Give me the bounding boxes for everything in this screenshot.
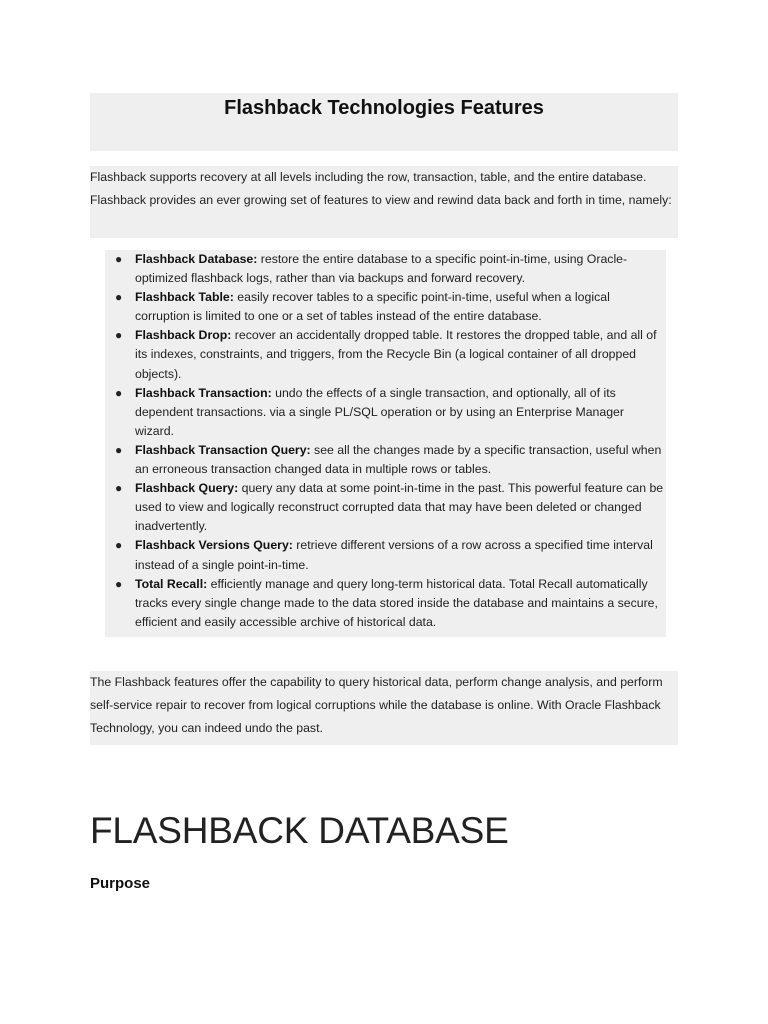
bullet-icon: ● [115,290,123,305]
list-item [105,441,666,479]
bullet-icon: ● [115,481,123,496]
list-item [105,326,666,383]
page-title: Flashback Technologies Features [224,97,544,119]
feature-description: retrieve different versions of a row across a specified time interval instead of a single point-in-time. [135,538,653,572]
feature-name: Total Recall: [135,576,208,591]
subsection-heading: Purpose [90,875,151,892]
bullet-icon: ● [115,328,123,343]
feature-list-box [105,250,666,637]
feature-name: Flashback Query: [135,481,239,496]
bullet-icon: ● [115,385,123,400]
intro-paragraph-box [90,166,678,238]
feature-description: see all the changes made by a specific transaction, useful when an erroneous transaction changed data in multiple rows or tables. [135,442,662,477]
outro-paragraph-box [90,671,678,745]
section-heading: FLASHBACK DATABASE [90,810,509,851]
bullet-icon: ● [115,576,123,591]
feature-name: Flashback Transaction: [135,385,272,400]
feature-name: Flashback Database: [135,252,258,266]
list-item [105,288,666,326]
bullet-icon: ● [115,538,123,553]
feature-description: restore the entire database to a specific point-in-time, using Oracle-optimized flashback logs, rather than via backups and forward recovery. [135,252,628,286]
outro-paragraph: The Flashback features offer the capability to query historical data, perform change analysis, and perform self-service repair to recover from logical corruptions while the database is online. With Oracle Flashback Technology, you can indeed undo the past. [90,675,663,735]
list-item [105,250,666,288]
feature-name: Flashback Table: [135,290,234,305]
feature-name: Flashback Transaction Query: [135,442,311,457]
feature-name: Flashback Drop: [135,328,232,343]
feature-description: query any data at some point-in-time in the past. This powerful feature can be used to view and logically reconstruct corrupted data that may have been deleted or changed inadvertently. [135,481,664,534]
feature-description: easily recover tables to a specific point-in-time, useful when a logical corruption is limited to one or a set of tables instead of the entire database. [135,290,610,324]
bullet-icon: ● [115,442,123,457]
bullet-icon: ● [115,252,123,266]
list-item [105,575,666,632]
list-item [105,384,666,441]
title-banner [90,93,678,151]
feature-description: undo the effects of a single transaction, and optionally, all of its dependent transactions. via a single PL/SQL operation or by using an Enterprise Manager wizard. [135,385,624,438]
feature-description: efficiently manage and query long-term historical data. Total Recall automatically tracks every single change made to the data stored inside the database and maintains a secure, efficient and easily accessible archive of historical data. [135,576,658,629]
list-item [105,536,666,574]
feature-list [105,250,666,632]
feature-name: Flashback Versions Query: [135,538,293,553]
intro-paragraph: Flashback supports recovery at all levels including the row, transaction, table, and the entire database. Flashback provides an ever growing set of features to view and rewind data back and forth in time, namely: [90,170,672,207]
feature-description: recover an accidentally dropped table. It restores the dropped table, and all of its indexes, constraints, and triggers, from the Recycle Bin (a logical container of all dropped objects). [135,328,657,381]
list-item [105,479,666,536]
